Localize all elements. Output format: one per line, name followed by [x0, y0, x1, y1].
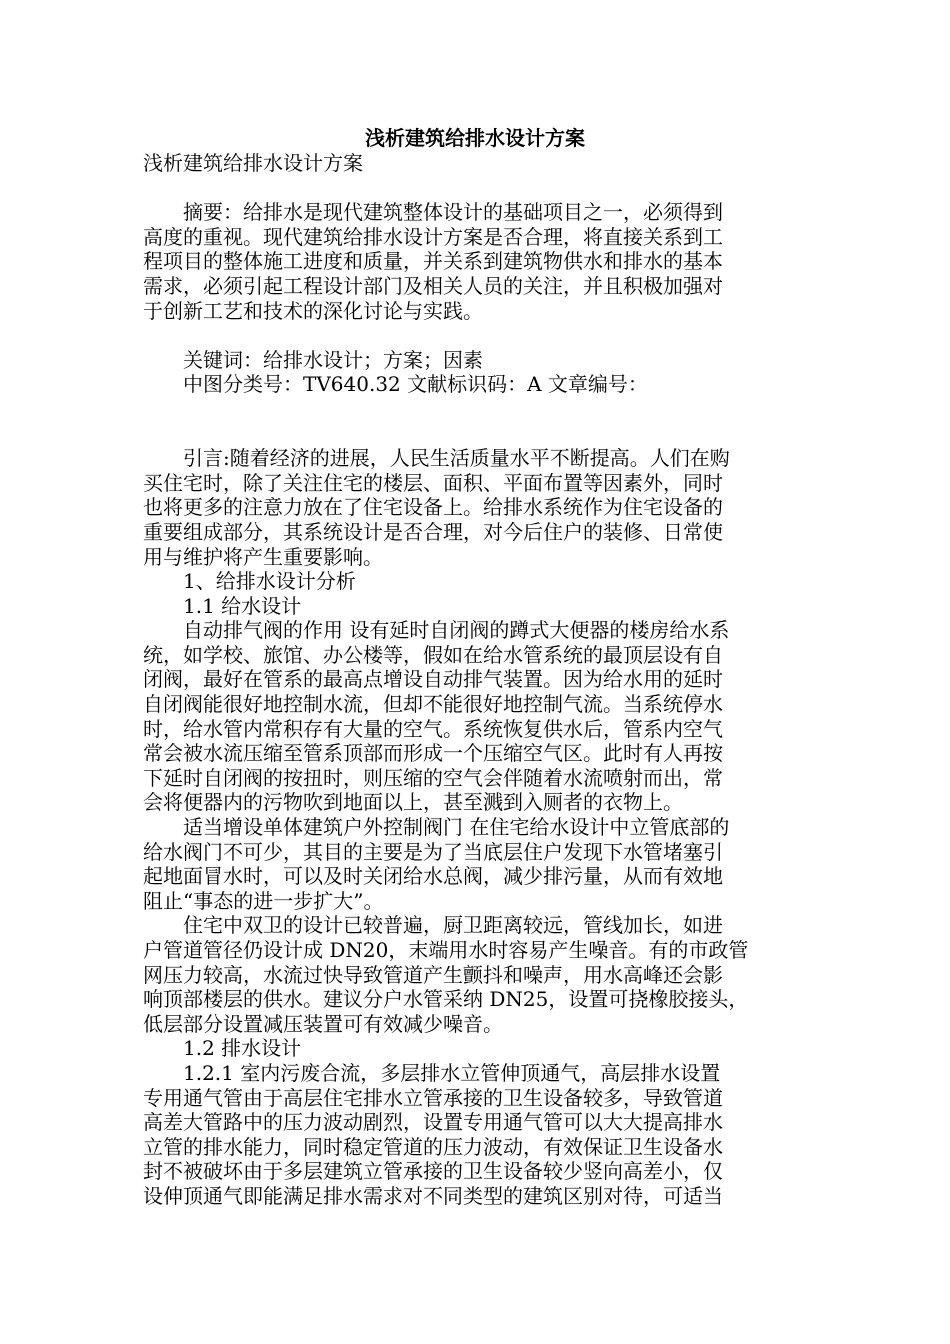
paragraph-line: 给水阀门不可少，其目的主要是为了当底层住户发现下水管堵塞引 — [143, 839, 723, 864]
paragraph-line: 低层部分设置减压装置可有效减少噪音。 — [143, 1011, 503, 1036]
abstract-line: 需求，必须引起工程设计部门及相关人员的关注，并且积极加强对 — [143, 273, 723, 298]
intro-line: 买住宅时，除了关注住宅的楼层、面积、平面布置等因素外，同时 — [143, 470, 723, 495]
abstract-line: 高度的重视。现代建筑给排水设计方案是否合理，将直接关系到工 — [143, 224, 723, 249]
abstract-line: 程项目的整体施工进度和质量，并关系到建筑物供水和排水的基本 — [143, 249, 723, 274]
blank-line — [143, 323, 807, 348]
paragraph-line: 阻止“事态的进一步扩大”。 — [143, 888, 384, 913]
paragraph-line: 自闭阀能很好地控制水流，但却不能很好地控制气流。当系统停水 — [143, 692, 723, 717]
subsection-heading: 1.2 排水设计 — [143, 1036, 302, 1061]
paragraph-line: 高差大管路中的压力波动剧烈，设置专用通气管可以大大提高排水 — [143, 1110, 723, 1135]
paragraph-line: 网压力较高，水流过快导致管道产生颤抖和噪声，用水高峰还会影 — [143, 962, 723, 987]
intro-line: 重要组成部分，其系统设计是否合理，对今后住户的装修、日常使 — [143, 519, 723, 544]
paragraph-line: 封不被破坏由于多层建筑立管承接的卫生设备较少竖向高差小，仅 — [143, 1159, 723, 1184]
paragraph-line: 会将便器内的污物吹到地面以上，甚至溅到入厕者的衣物上。 — [143, 790, 683, 815]
abstract-line: 于创新工艺和技术的深化讨论与实践。 — [143, 298, 483, 323]
paragraph-line: 自动排气阀的作用 设有延时自闭阀的蹲式大便器的楼房给水系 — [143, 618, 730, 643]
blank-line — [143, 176, 807, 201]
paragraph-line: 立管的排水能力，同时稳定管道的压力波动，有效保证卫生设备水 — [143, 1134, 723, 1159]
keywords-line: 关键词：给排水设计；方案；因素 — [143, 347, 483, 372]
document-title: 浅析建筑给排水设计方案 — [365, 126, 585, 150]
paragraph-line: 下延时自闭阀的按扭时，则压缩的空气会伴随着水流喷射而出，常 — [143, 765, 723, 790]
paragraph-line: 常会被水流压缩至管系顶部而形成一个压缩空气区。此时有人再按 — [143, 741, 723, 766]
section-heading: 1、给排水设计分析 — [143, 569, 356, 594]
paragraph-line: 响顶部楼层的供水。建议分户水管采纳 DN25，设置可挠橡胶接头， — [143, 987, 749, 1012]
intro-line: 引言:随着经济的进展，人民生活质量水平不断提高。人们在购 — [143, 446, 730, 471]
paragraph-line: 适当增设单体建筑户外控制阀门 在住宅给水设计中立管底部的 — [143, 815, 730, 840]
subtitle-line: 浅析建筑给排水设计方案 — [143, 151, 363, 175]
paragraph-line: 专用通气管由于高层住宅排水立管承接的卫生设备较多，导致管道 — [143, 1085, 723, 1110]
paragraph-line: 户管道管径仍设计成 DN20，末端用水时容易产生噪音。有的市政管 — [143, 938, 749, 962]
subsection-heading: 1.1 给水设计 — [143, 593, 302, 618]
paragraph-line: 时，给水管内常积存有大量的空气。系统恢复供水后，管系内空气 — [143, 716, 723, 741]
paragraph-line: 闭阀，最好在管系的最高点增设自动排气装置。因为给水用的延时 — [143, 667, 723, 692]
paragraph-line: 设伸顶通气即能满足排水需求对不同类型的建筑区别对待，可适当 — [143, 1183, 723, 1208]
blank-line — [143, 397, 807, 446]
classification-line: 中图分类号：TV640.32 文献标识码：A 文章编号： — [143, 372, 648, 397]
intro-line: 用与维护将产生重要影响。 — [143, 544, 383, 569]
paragraph-line: 统，如学校、旅馆、办公楼等，假如在给水管系统的最顶层设有自 — [143, 642, 723, 667]
paragraph-line: 住宅中双卫的设计已较普遍，厨卫距离较远，管线加长，如进 — [143, 913, 723, 938]
intro-line: 也将更多的注意力放在了住宅设备上。给排水系统作为住宅设备的 — [143, 495, 723, 520]
document-body — [143, 151, 807, 1209]
paragraph-line: 起地面冒水时，可以及时关闭给水总阀，减少排污量，从而有效地 — [143, 864, 723, 889]
abstract-line: 摘要：给排水是现代建筑整体设计的基础项目之一，必须得到 — [143, 200, 723, 225]
paragraph-line: 1.2.1 室内污废合流，多层排水立管伸顶通气，高层排水设置 — [143, 1060, 721, 1085]
